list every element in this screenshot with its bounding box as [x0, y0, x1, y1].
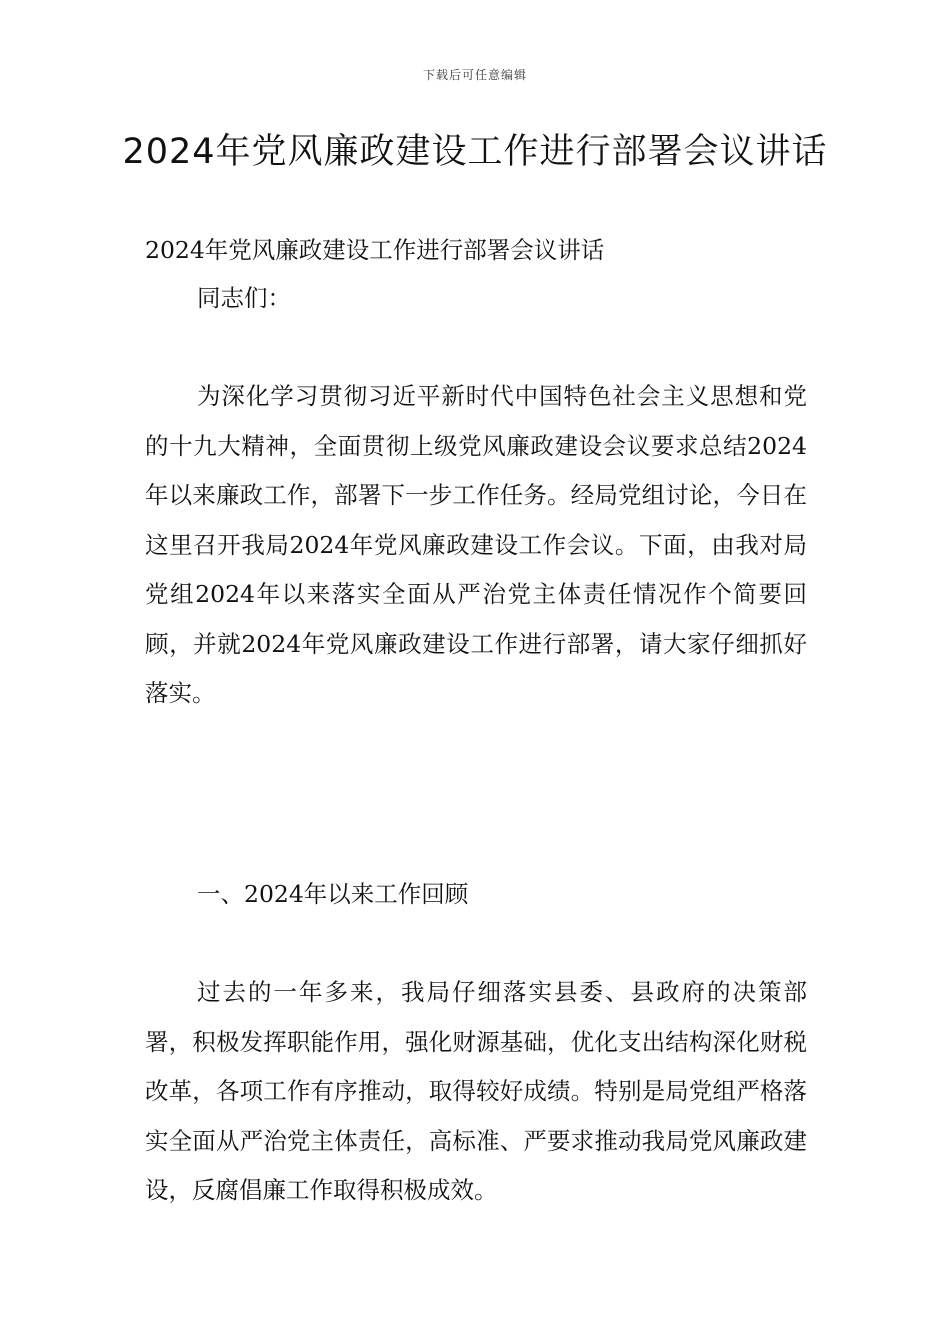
section-heading: 一、2024年以来工作回顾 — [197, 880, 469, 908]
document-title: 2024年党风廉政建设工作进行部署会议讲话 — [122, 132, 828, 172]
paragraph-intro: 为深化学习贯彻习近平新时代中国特色社会主义思想和党的十九大精神，全面贯彻上级党风廉政建设会议要求总结2024年以来廉政工作，部署下一步工作任务。经局党组讨论，今日在这里召开我局2024年党风廉政建设工作会议。下面，由我对局党组2024年以来落实全面从严治党主体责任情况作个简要回顾，并就2024年党风廉政建设工作进行部署，请大家仔细抓好落实。 — [145, 382, 807, 707]
salutation: 同志们： — [197, 284, 291, 312]
document-subtitle: 2024年党风廉政建设工作进行部署会议讲话 — [145, 236, 605, 264]
header-note: 下载后可任意编辑 — [422, 68, 527, 82]
paragraph-review: 过去的一年多来，我局仔细落实县委、县政府的决策部署，积极发挥职能作用，强化财源基础，优化支出结构深化财税改革，各项工作有序推动，取得较好成绩。特别是局党组严格落实全面从严治党主体责任，高标准、严要求推动我局党风廉政建设，反腐倡廉工作取得积极成效。 — [145, 978, 807, 1204]
